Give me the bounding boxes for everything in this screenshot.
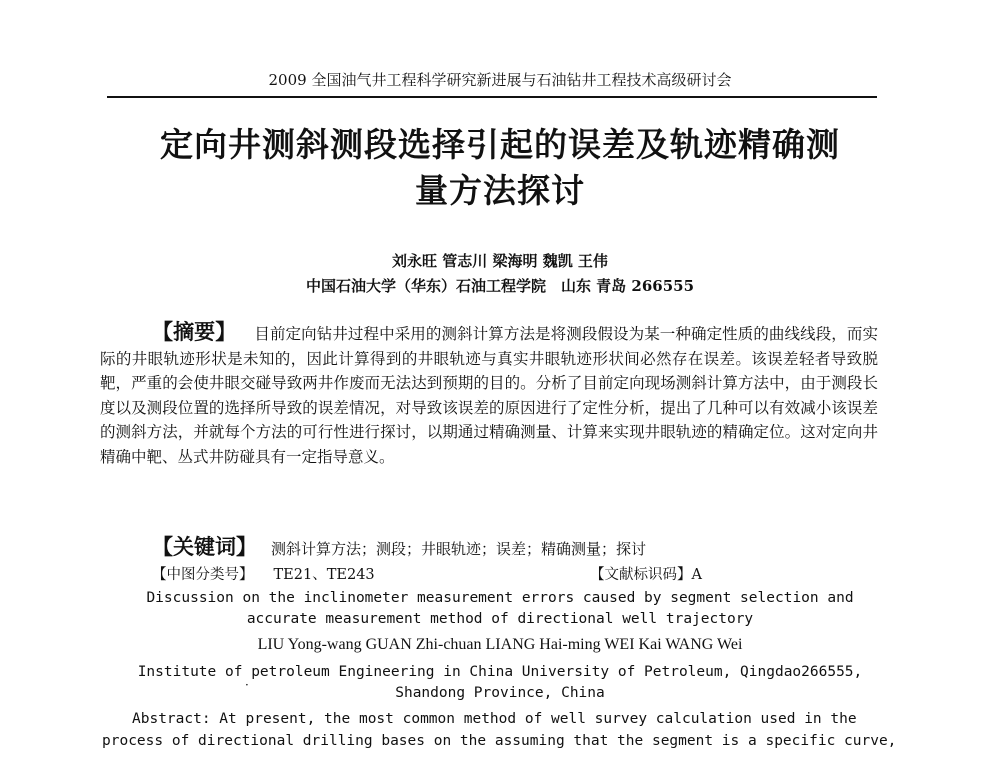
abstract-cn <box>100 320 878 469</box>
clc-number <box>152 565 375 585</box>
affiliation-en-line-1: Institute of petroleum Engineering in China University of Petroleum, Qingdao266555, <box>137 664 863 680</box>
clc-value: TE21、TE243 <box>273 567 375 583</box>
title-line-2: 量方法探讨 <box>415 171 585 210</box>
authors-en: LIU Yong-wang GUAN Zhi-chuan LIANG Hai-ming WEI Kai WANG Wei <box>257 636 743 653</box>
header-rule <box>107 96 877 98</box>
clc-label: 【中图分类号】 <box>152 567 254 583</box>
keywords-cn <box>152 536 646 560</box>
doc-code-value: A <box>691 567 702 583</box>
abstract-en-line-2: process of directional drilling bases on the assuming that the segment is a specific curve, <box>102 733 897 749</box>
stray-mark: · <box>245 678 249 692</box>
document-code <box>590 565 702 585</box>
running-head: 2009 全国油气井工程科学研究新进展与石油钻井工程技术高级研讨会 <box>268 71 732 89</box>
paper-title-en <box>90 588 910 630</box>
title-en-line-2: accurate measurement method of directional well trajectory <box>246 611 754 627</box>
abstract-en <box>102 708 897 752</box>
paper-title-cn <box>95 122 905 214</box>
title-line-1: 定向井测斜测段选择引起的误差及轨迹精确测 <box>160 125 840 164</box>
keywords-label: 【关键词】 <box>152 535 257 559</box>
abstract-label: 【摘要】 <box>152 320 237 344</box>
doc-code-label: 【文献标识码】 <box>590 567 692 583</box>
title-en-line-1: Discussion on the inclinometer measurement errors caused by segment selection and <box>146 590 854 606</box>
affiliation-cn: 中国石油大学（华东）石油工程学院 山东 青岛 266555 <box>305 277 695 295</box>
abstract-text: 目前定向钻井过程中采用的测斜计算方法是将测段假设为某一种确定性质的曲线线段，而实际的井眼轨迹形状是未知的，因此计算得到的井眼轨迹与真实井眼轨迹形状间必然存在误差。该误差轻者导致脱靶，严重的会使井眼交碰导致两井作废而无法达到预期的目的。分析了目前定向现场测斜计算方法中，由于测段长度以及测段位置的选择所导致的误差情况，对导致该误差的原因进行了定性分析，提出了几种可以有效减小该误差的测斜方法，并就每个方法的可行性进行探讨，以期通过精确测量、计算来实现井眼轨迹的精确定位。这对定向井精确中靶、丛式井防碰具有一定指导意义。 <box>100 325 878 466</box>
affiliation-en <box>90 662 910 704</box>
keywords-text: 测斜计算方法；测段；井眼轨迹；误差；精确测量；探讨 <box>271 540 647 558</box>
abstract-en-line-1: Abstract: At present, the most common method of well survey calculation used in the <box>132 711 857 727</box>
affiliation-en-line-2: Shandong Province, China <box>395 685 605 701</box>
authors-cn: 刘永旺 管志川 梁海明 魏凯 王伟 <box>392 252 608 270</box>
